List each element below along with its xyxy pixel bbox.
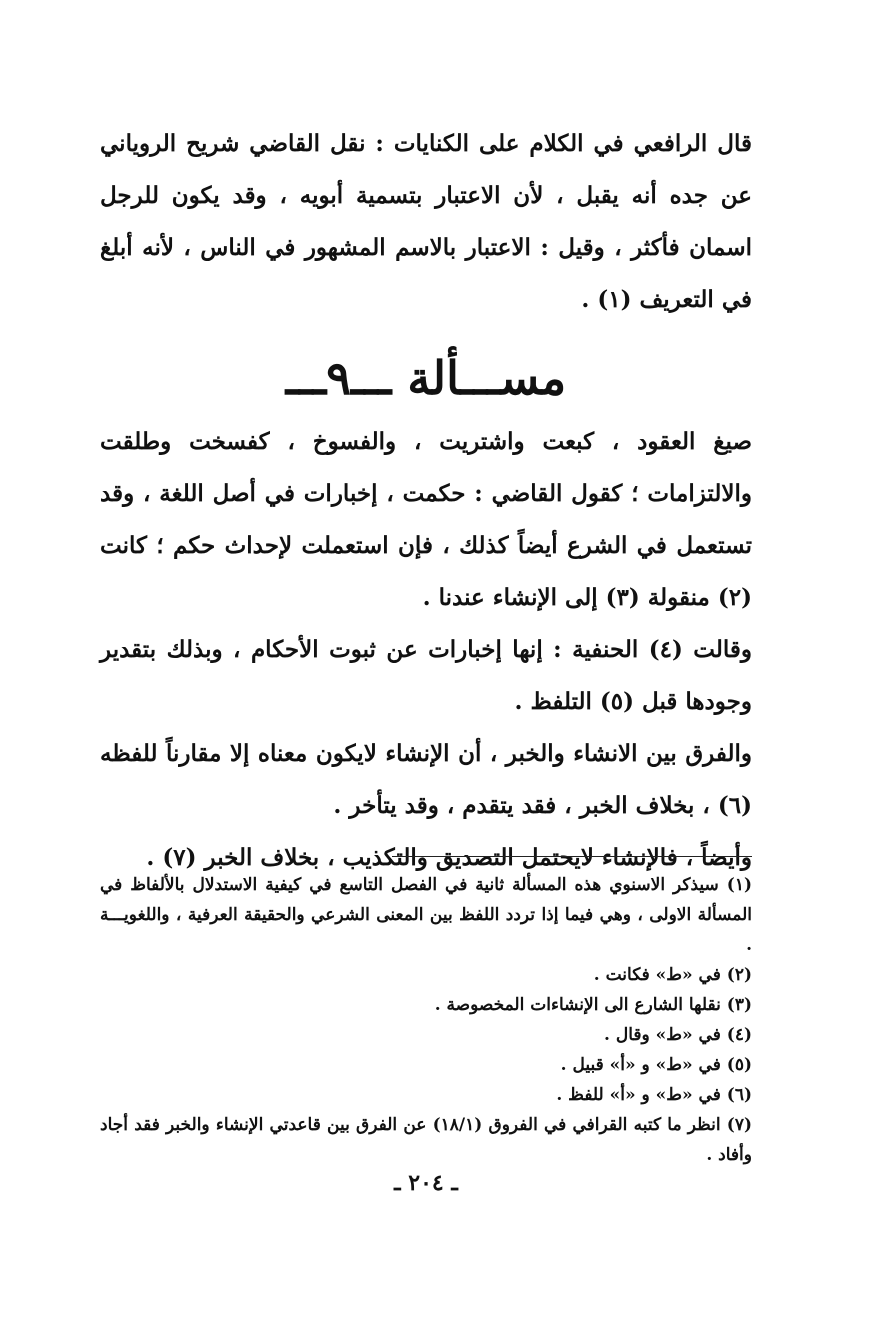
footnote: (٢) في «ط» فكانت . [593,965,752,985]
section-heading: مســـألة ـــ٩ـــ [285,351,567,405]
footnotes [100,870,752,1170]
document-page [100,118,753,1196]
footnote: (١) سيذكر الاسنوي هذه المسألة ثانية في الفصل التاسع في كيفية الاستدلال بالألفاظ في المسألة الاولى ، وهي فيما إذا تردد اللفظ بين المعنى الشرعي والحقيقة العرفية ، واللغويـــة . [100,875,752,955]
footnote: (٤) في «ط» وقال . [604,1025,752,1045]
footnote-divider [392,856,752,857]
footnote: (٦) في «ط» و «أ» للفظ . [556,1085,752,1105]
footnote: (٣) نقلها الشارع الى الإنشاءات المخصوصة . [434,995,752,1015]
intro-paragraph: قال الرافعي في الكلام على الكنايات : نقل القاضي شريح الروياني عن جده أنه يقبل ، لأن الاعتبار بتسمية أبويه ، وقد يكون للرجل اسمان فأكثر ، وقيل : الاعتبار بالاسم المشهور في الناس ، لأنه أبلغ في التعريف (١) . [100,130,752,313]
body-paragraph: صيغ العقود ، كبعت واشتريت ، والفسوخ ، كفسخت وطلقت والالتزامات ؛ كقول القاضي : حكمت ، إخبارات في أصل اللغة ، وقد تستعمل في الشرع أيضاً كذلك ، فإن استعملت لإحداث حكم ؛ كانت (٢) منقولة (٣) إلى الإنشاء عندنا . [100,428,752,611]
footnote: (٥) في «ط» و «أ» قبيل . [560,1055,752,1075]
body-paragraph: والفرق بين الانشاء والخبر ، أن الإنشاء لايكون معناه إلا مقارناً للفظه (٦) ، بخلاف الخبر ، فقد يتقدم ، وقد يتأخر . [100,740,752,819]
body-paragraph: وأيضاً ، فالإنشاء لايحتمل التصديق والتكذيب ، بخلاف الخبر (٧) . [146,844,752,871]
body-paragraph: وقالت (٤) الحنفية : إنها إخبارات عن ثبوت الأحكام ، وبذلك بتقدير وجودها قبل (٥) التلفظ . [100,636,753,715]
page-number: ـ ٢٠٤ ـ [394,1170,458,1196]
section-body [100,416,752,884]
footnote: (٧) انظر ما كتبه القرافي في الفروق (١٨/١) عن الفرق بين قاعدتي الإنشاء والخبر فقد أجاد وأفاد . [100,1115,753,1165]
